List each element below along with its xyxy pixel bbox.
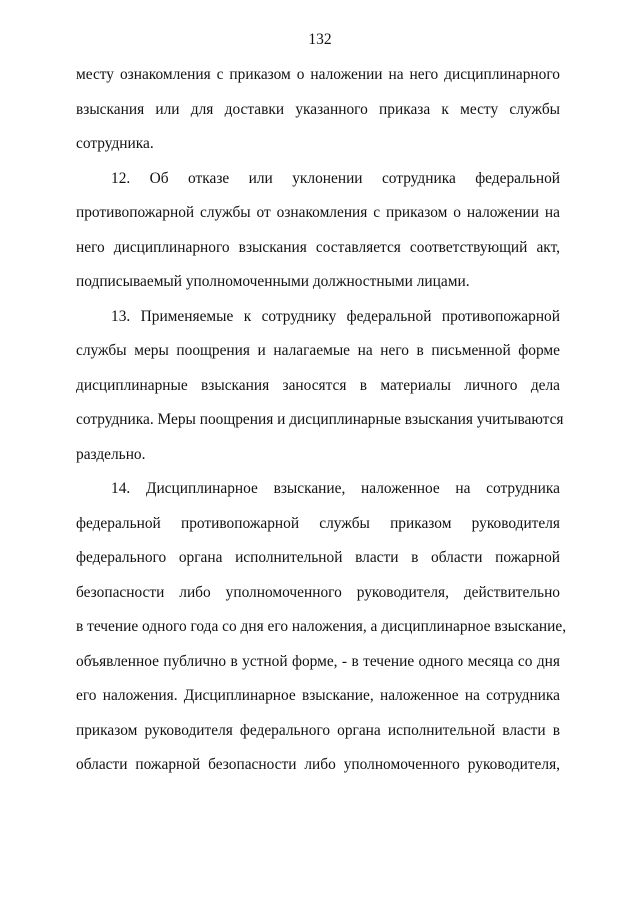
text-line: федерального органа исполнительной власти в области пожарной xyxy=(76,549,560,566)
text-line: объявленное публично в устной форме, - в течение одного месяца со дня xyxy=(76,652,560,670)
text-line: дисциплинарные взыскания заносятся в материалы личного дела xyxy=(76,376,560,394)
text-line: подписываемый уполномоченными должностными лицами. xyxy=(76,273,470,290)
text-line: месту ознакомления с приказом о наложении на него дисциплинарного xyxy=(76,66,560,83)
paragraph-continuation xyxy=(76,65,560,154)
document-body xyxy=(76,65,567,790)
text-line: сотрудника. xyxy=(76,135,154,152)
text-line: безопасности либо уполномоченного руководителя, действительно xyxy=(76,583,560,601)
text-line: службы меры поощрения и налагаемые на него в письменной форме xyxy=(76,342,560,359)
text-line: 13. Применяемые к сотруднику федеральной противопожарной xyxy=(111,307,560,325)
paragraph-item-14 xyxy=(76,479,567,775)
text-line: приказом руководителя федерального органа исполнительной власти в xyxy=(76,721,560,739)
text-line: раздельно. xyxy=(76,445,146,463)
text-line: взыскания или для доставки указанного приказа к месту службы xyxy=(76,100,560,118)
text-line: противопожарной службы от ознакомления с приказом о наложении на xyxy=(76,204,560,221)
text-line: области пожарной безопасности либо уполномоченного руководителя, xyxy=(76,756,560,773)
text-line: в течение одного года со дня его наложения, а дисциплинарное взыскание, xyxy=(76,618,567,635)
text-line: сотрудника. Меры поощрения и дисциплинарные взыскания учитываются xyxy=(76,411,564,428)
page-number: 132 xyxy=(308,31,332,48)
paragraph-item-13 xyxy=(76,307,564,465)
text-line: 14. Дисциплинарное взыскание, наложенное на сотрудника xyxy=(111,480,560,497)
text-line: него дисциплинарного взыскания составляется соответствующий акт, xyxy=(76,238,560,256)
text-line: его наложения. Дисциплинарное взыскание, наложенное на сотрудника xyxy=(76,687,560,704)
paragraph-item-12 xyxy=(76,169,560,293)
text-line: 12. Об отказе или уклонении сотрудника федеральной xyxy=(111,169,560,187)
text-line: федеральной противопожарной службы приказом руководителя xyxy=(76,514,560,532)
